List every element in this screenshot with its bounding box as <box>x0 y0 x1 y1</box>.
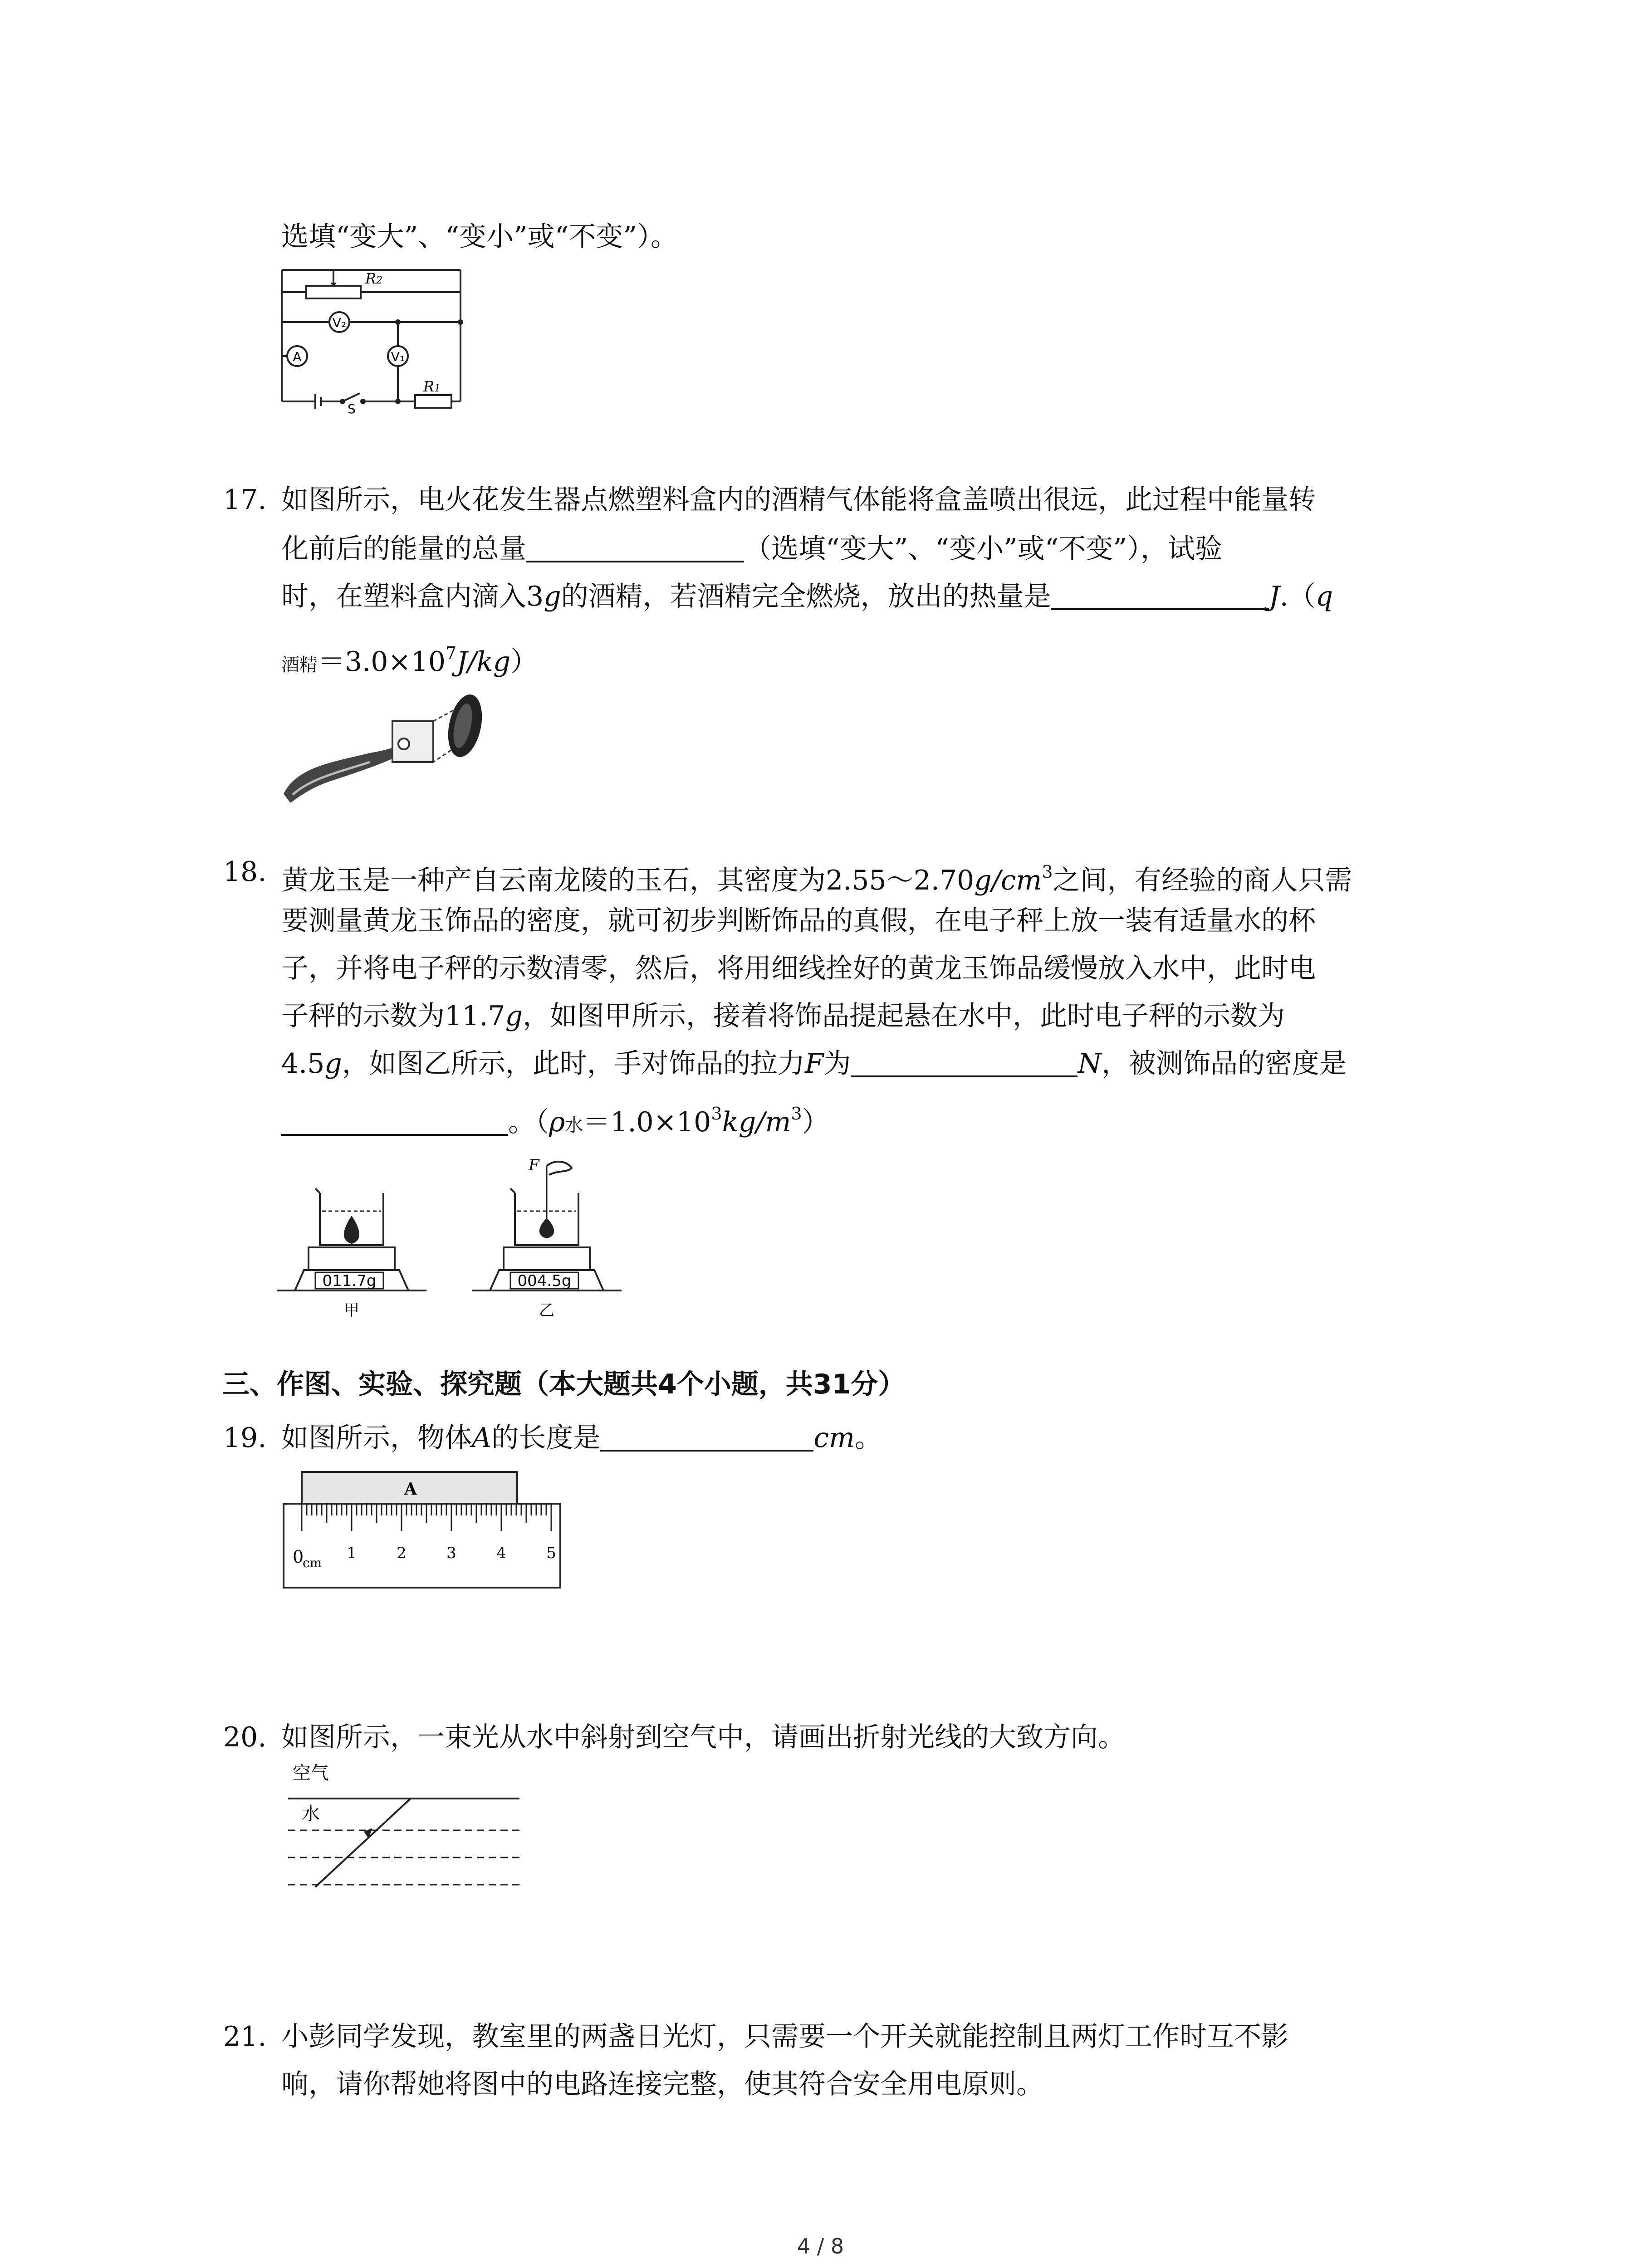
q16-circuit-figure <box>279 265 470 415</box>
q18-line-2: 要测量黄龙玉饰品的密度，就可初步判断饰品的真假，在电子秤上放一装有适量水的杯 <box>281 905 1316 937</box>
q18-line-5: 4.5g，如图乙所示，此时，手对饰品的拉力F为 N，被测饰品的密度是 <box>281 1048 1347 1080</box>
section-3-title: 三、作图、实验、探究题（本大题共4个小题，共31分） <box>222 1369 906 1400</box>
q18-line-4: 子秤的示数为11.7g，如图甲所示，接着将饰品提起悬在水中，此时电子秤的示数为 <box>281 1000 1285 1032</box>
air-label: 空气 <box>293 1763 329 1784</box>
q17-blank-1[interactable] <box>526 533 744 562</box>
jia-scale-reading <box>315 1272 383 1290</box>
q17-line-1: 如图所示，电火花发生器点燃塑料盒内的酒精气体能将盒盖喷出很远，此过程中能量转 <box>281 484 1316 516</box>
ruler-tick-3: 3 <box>446 1544 456 1562</box>
q18-line-6: 。（ρ水$=1.0\times 10^3kg/m^3$） <box>281 1095 829 1144</box>
ruler-tick-2: 2 <box>397 1544 407 1562</box>
ruler-tick-5: 5 <box>546 1544 556 1562</box>
q17-blank-2[interactable] <box>1051 581 1269 610</box>
switch-label: S <box>348 401 356 415</box>
q20-number: 20. <box>223 1721 267 1753</box>
v1-meter-label: V₁ <box>391 349 405 364</box>
q21-line-1: 小彭同学发现，教室里的两盏日光灯，只需要一个开关就能控制且两灯工作时互不影 <box>281 2021 1288 2053</box>
q18-line-1: 黄龙玉是一种产自云南龙陵的玉石，其密度为$2.55\sim 2.70g/cm^3$之间，有经验的商人只需 <box>281 862 1352 896</box>
q18-scale-figures <box>277 1157 626 1320</box>
q21-number: 21. <box>223 2021 267 2053</box>
ruler-unit: cm <box>303 1555 322 1570</box>
q17-spark-figure <box>279 676 497 812</box>
q17-line-3: 时，在塑料盒内滴入3g的酒精，若酒精完全燃烧，放出的热量是 J.（q <box>281 581 1333 612</box>
ammeter-label: A <box>293 349 302 364</box>
yi-scale-reading <box>510 1272 578 1290</box>
jia-label: 甲 <box>344 1301 359 1320</box>
q16-tail-text: 选填“变大”、“变小”或“不变”）。 <box>281 221 678 253</box>
q18-blank-2[interactable] <box>281 1107 508 1136</box>
ruler-tick-4: 4 <box>496 1544 506 1562</box>
q19-number: 19. <box>223 1422 267 1454</box>
q18-line-3: 子，并将电子秤的示数清零，然后，将用细线拴好的黄龙玉饰品缓慢放入水中，此时电 <box>281 953 1316 984</box>
svg-text:004.5g: 004.5g <box>517 1272 572 1290</box>
q20-refraction-figure <box>288 1760 524 1892</box>
q20-line: 如图所示，一束光从水中斜射到空气中，请画出折射光线的大致方向。 <box>281 1721 1125 1753</box>
q17-number: 17. <box>223 484 267 516</box>
page-number: 4 / 8 <box>797 2234 844 2258</box>
q17-line-4: 酒精$=3.0\times 10^7J/kg$） <box>281 643 538 678</box>
r2-label: R2 <box>365 270 383 287</box>
q17-line-2: 化前后的能量的总量 （选填“变大”、“变小”或“不变”），试验 <box>281 533 1223 565</box>
r1-label: R1 <box>423 378 441 395</box>
q18-number: 18. <box>223 856 267 888</box>
yi-force-label: F <box>529 1157 539 1174</box>
object-a-label: A <box>404 1480 417 1499</box>
v2-meter-label: V₂ <box>332 315 347 330</box>
water-label: 水 <box>302 1804 320 1824</box>
ruler-tick-0: 0 <box>293 1547 304 1567</box>
q19-line: 如图所示，物体A的长度是 cm。 <box>281 1422 882 1454</box>
q19-blank[interactable] <box>600 1422 813 1452</box>
svg-text:011.7g: 011.7g <box>322 1272 377 1290</box>
yi-label: 乙 <box>539 1301 554 1320</box>
q21-line-2: 响，请你帮她将图中的电路连接完整，使其符合安全用电原则。 <box>281 2068 1043 2100</box>
q19-ruler-figure <box>279 1470 569 1592</box>
q18-blank-1[interactable] <box>851 1048 1078 1077</box>
ruler-tick-1: 1 <box>347 1544 357 1562</box>
